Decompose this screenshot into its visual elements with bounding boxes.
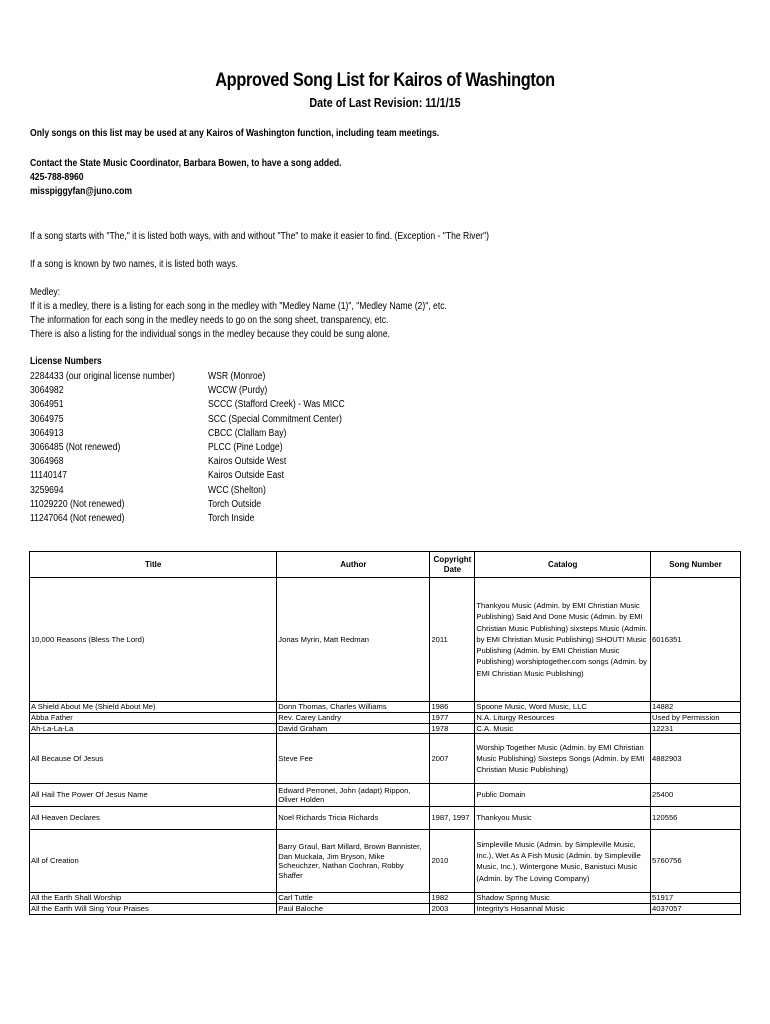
license-location: PLCC (Pine Lodge) [208,442,283,454]
license-number: 2284433 (our original license number) [30,371,175,382]
song-title: A Shield About Me (Shield About Me) [30,702,277,713]
table-row [30,893,741,904]
song-date: 1986 [430,702,475,713]
table-row [30,830,741,893]
song-date: 1978 [430,723,475,734]
license-location: SCC (Special Commitment Center) [208,413,342,425]
song-number: 5760756 [651,830,741,893]
song-catalog: Worship Together Music (Admin. by EMI Christian Music Publishing) Sixsteps Songs (Admin. by EMI Christian Music Publishing) [475,734,651,784]
table-row [30,734,741,784]
contact-email: misspiggyfan@juno.com [30,186,133,197]
license-location: SCCC (Stafford Creek) - Was MICC [208,399,345,411]
song-date: 1977 [430,712,475,723]
song-catalog: Integrity's Hosannal Music [475,904,651,915]
song-table [29,551,741,915]
song-title: All the Earth Will Sing Your Praises [30,904,277,915]
song-date: 2011 [430,578,475,702]
song-author: Noel Richards Tricia Richards [277,807,430,830]
song-author: Steve Fee [277,734,430,784]
medley-line: If it is a medley, there is a listing for each song in the medley with "Medley Name (1)", "Medley Name (2)", etc. [30,301,447,312]
song-catalog: Spoone Music, Word Music, LLC [475,702,651,713]
license-location: CBCC (Clallam Bay) [208,427,287,439]
revision-date: Date of Last Revision: 11/1/15 [309,96,461,110]
license-locations [208,370,345,526]
song-author: Paul Baloche [277,904,430,915]
song-author: David Graham [277,723,430,734]
song-number: 25400 [651,784,741,807]
song-number: 6016351 [651,578,741,702]
license-location: Torch Outside [208,498,262,510]
license-location: Kairos Outside West [208,456,287,468]
col-header-number: Song Number [651,552,741,578]
song-author: Jonas Myrin, Matt Redman [277,578,430,702]
license-number: 3259694 [30,484,64,496]
col-header-author: Author [277,552,430,578]
table-row [30,712,741,723]
song-catalog: N.A. Liturgy Resources [475,712,651,723]
license-number: 3064982 [30,385,64,397]
song-number: 4037057 [651,904,741,915]
license-number: 11247064 (Not renewed) [30,513,125,525]
song-number: 4882903 [651,734,741,784]
table-header-row [30,552,741,578]
document-title: Approved Song List for Kairos of Washington [215,70,555,91]
song-catalog: Thankyou Music (Admin. by EMI Christian Music Publishing) Said And Done Music (Admin. by EMI Christian Music Publishing) sixsteps Music (Admin. by EMI Christian Music Publishing) SHOUT! Music Publishing (Admin. by EMI Christian Music Publishing) worshiptogether.com songs (Admin. by EMI Christian Music Publishing) [475,578,651,702]
two-names-rule: If a song is known by two names, it is listed both ways. [30,259,238,270]
medley-line: There is also a listing for the individual songs in the medley because they could be sung alone. [30,329,390,340]
song-date: 1987, 1997 [430,807,475,830]
table-row [30,904,741,915]
contact-line: Contact the State Music Coordinator, Barbara Bowen, to have a song added. [30,158,342,169]
license-location: WSR (Monroe) [208,371,266,382]
license-location: Torch Inside [208,513,255,525]
song-number: 120556 [651,807,741,830]
song-title: 10,000 Reasons (Bless The Lord) [30,578,277,702]
song-date: 2007 [430,734,475,784]
song-date: 1982 [430,893,475,904]
license-heading: License Numbers [30,356,102,367]
song-title: Ah-La-La-La [30,723,277,734]
song-catalog: Thankyou Music [475,807,651,830]
col-header-title: Title [30,552,277,578]
table-row [30,784,741,807]
song-catalog: Shadow Spring Music [475,893,651,904]
song-number: 51917 [651,893,741,904]
col-header-catalog: Catalog [475,552,651,578]
song-author: Edward Perronet, John (adapt) Rippon, Oliver Holden [277,784,430,807]
table-row [30,702,741,713]
col-header-date: Copyright Date [430,552,475,578]
license-number: 3064975 [30,413,64,425]
song-date: 2003 [430,904,475,915]
song-catalog: C.A. Music [475,723,651,734]
song-author: Carl Tuttle [277,893,430,904]
the-rule: If a song starts with "The," it is listed both ways, with and without "The" to make it easier to find. (Exception - "The River") [30,231,490,242]
license-number: 11140147 [30,470,67,482]
song-number: 14882 [651,702,741,713]
table-row [30,807,741,830]
medley-line: The information for each song in the medley needs to go on the song sheet, transparency, etc. [30,315,389,326]
license-number: 3066485 (Not renewed) [30,442,121,454]
song-title: All of Creation [30,830,277,893]
medley-heading: Medley: [30,287,61,298]
usage-notice: Only songs on this list may be used at any Kairos of Washington function, including team meetings. [30,128,440,139]
license-number: 3064913 [30,427,64,439]
table-row [30,723,741,734]
license-location: WCC (Shelton) [208,484,266,496]
contact-phone: 425-788-8960 [30,172,84,183]
song-date [430,784,475,807]
song-author: Rev. Carey Landry [277,712,430,723]
song-title: All Heaven Declares [30,807,277,830]
song-catalog: Public Domain [475,784,651,807]
song-title: All Hail The Power Of Jesus Name [30,784,277,807]
license-number: 11029220 (Not renewed) [30,498,125,510]
song-title: All the Earth Shall Worship [30,893,277,904]
song-author: Barry Graul, Bart Millard, Brown Bannister, Dan Muckala, Jim Bryson, Mike Scheuchzer, Nathan Cochran, Robby Shaffer [277,830,430,893]
song-catalog: Simpleville Music (Admin. by Simpleville Music, Inc.), Wet As A Fish Music (Admin. by Simpleville Music, Inc.), Wintergone Music, Banistuci Music (Admin. by The Loving Company) [475,830,651,893]
song-title: Abba Father [30,712,277,723]
license-number: 3064951 [30,399,64,411]
song-date: 2010 [430,830,475,893]
license-location: WCCW (Purdy) [208,385,268,397]
table-row [30,578,741,702]
license-numbers [30,370,175,526]
license-location: Kairos Outside East [208,470,285,482]
song-number: Used by Permission [651,712,741,723]
song-author: Donn Thomas, Charles Williams [277,702,430,713]
song-title: All Because Of Jesus [30,734,277,784]
license-number: 3064968 [30,456,64,468]
song-number: 12231 [651,723,741,734]
